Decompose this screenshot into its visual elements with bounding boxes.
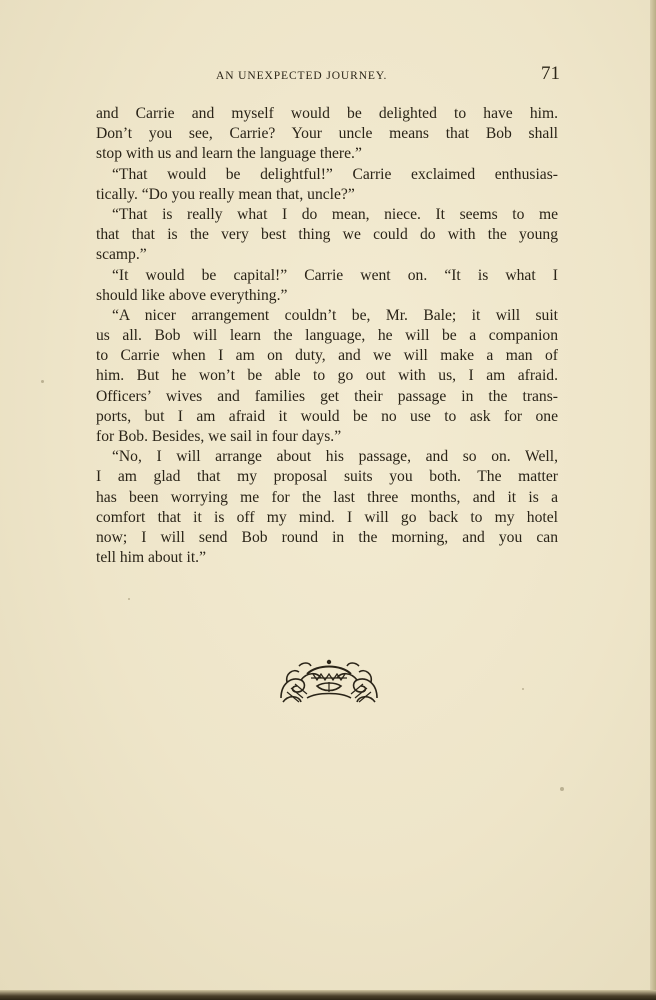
text-line: “That would be delightful!” Carrie exclaimed enthusias-	[112, 165, 558, 183]
text-line: now; I will send Bob round in the morning, and you can	[96, 528, 558, 546]
text-line: him. But he won’t be able to go out with us, I am afraid.	[96, 367, 558, 385]
paper-speck	[128, 598, 130, 600]
text-line: “That is really what I do mean, niece. It seems to me	[112, 205, 558, 223]
text-line: “No, I will arrange about his passage, and so on. Well,	[112, 448, 558, 466]
text-line: Officers’ wives and families get their passage in the trans-	[96, 387, 558, 405]
text-line: has been worrying me for the last three months, and it is a	[96, 488, 558, 506]
text-line: I am glad that my proposal suits you both. The matter	[96, 468, 558, 486]
text-line: tell him about it.”	[96, 549, 207, 567]
text-line: comfort that it is off my mind. I will go back to my hotel	[96, 508, 558, 526]
paper-speck	[41, 380, 44, 383]
text-line: “It would be capital!” Carrie went on. “It is what I	[112, 266, 558, 284]
text-line: ports, but I am afraid it would be no use to ask for one	[96, 407, 558, 425]
text-line: tically. “Do you really mean that, uncle?”	[96, 185, 355, 203]
text-line: us all. Bob will learn the language, he will be a companion	[96, 327, 558, 345]
text-line: that that is the very best thing we could do with the young	[96, 226, 558, 244]
page-edge-right	[650, 0, 656, 1000]
running-header	[96, 63, 560, 89]
text-line: should like above everything.”	[96, 286, 288, 304]
body-text	[96, 104, 558, 568]
text-line: and Carrie and myself would be delighted to have him.	[96, 105, 558, 122]
text-line: to Carrie when I am on duty, and we will make a man of	[96, 347, 558, 365]
text-line: Don’t you see, Carrie? Your uncle means that Bob shall	[96, 125, 558, 143]
page-number: 71	[541, 63, 560, 84]
page-edge-bottom	[0, 990, 656, 1000]
floral-tailpiece-icon	[277, 658, 381, 706]
text-line: “A nicer arrangement couldn’t be, Mr. Bale; it will suit	[112, 306, 558, 324]
paper-speck	[522, 688, 524, 690]
running-title: AN UNEXPECTED JOURNEY.	[216, 70, 388, 82]
text-line: stop with us and learn the language there.”	[96, 145, 362, 163]
paper-speck	[560, 787, 564, 791]
text-line: scamp.”	[96, 246, 147, 264]
text-line: for Bob. Besides, we sail in four days.”	[96, 428, 342, 445]
